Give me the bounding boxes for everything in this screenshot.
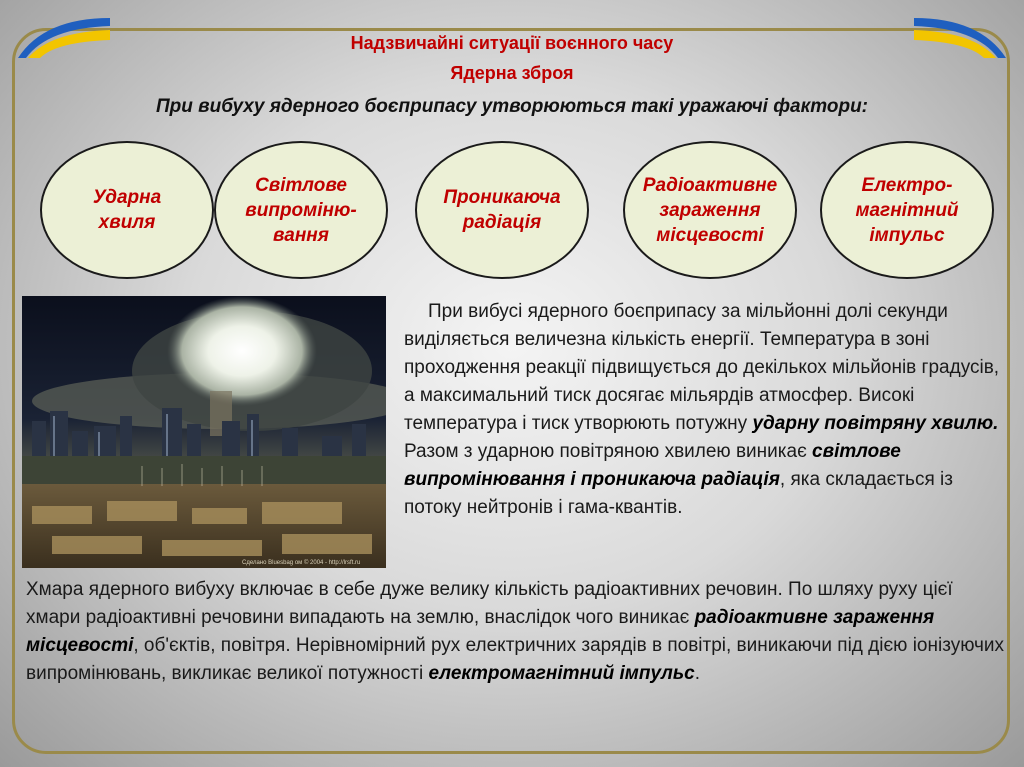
factor-emp: Електро- магнітний імпульс	[820, 141, 994, 279]
factor-radioactive-contamination: Радіоактивне зараження місцевості	[623, 141, 797, 279]
paragraph-contamination	[26, 576, 1006, 688]
paragraph-text: Разом з ударною повітряною хвилею виникає	[404, 441, 813, 462]
paragraph-text: При вибусі ядерного боєприпасу за мільйонні долі секунди виділяється величезна кількість енергії. Температура в зоні проходження реакції підвищується до декількох мільйонів градусів, а максимальний тиск досягає мільярдів атмосфер. Високі температура і тиск утворюють потужну	[404, 301, 1000, 434]
emphasis-emp: електромагнітний імпульс	[428, 663, 695, 684]
emphasis-shock-wave: ударну повітряну хвилю.	[752, 413, 999, 434]
factor-penetrating-radiation: Проникаюча радіація	[415, 141, 589, 279]
slide-topic: Ядерна зброя	[450, 63, 574, 83]
factor-light-radiation: Світлове випроміню- вання	[214, 141, 388, 279]
paragraph-explosion	[404, 298, 1004, 522]
emphasis-light-radiation: світлове випромінювання і проникаюча радіація	[404, 441, 901, 490]
slide-title: Надзвичайні ситуації воєнного часу	[350, 33, 674, 53]
emphasis-contamination: радіоактивне зараження місцевості	[26, 607, 935, 656]
image-caption: Сделано Bluesbag ом © 2004 - http://lrsft.ru	[242, 560, 361, 566]
slide-subtitle: При вибуху ядерного боєприпасу утворюються такі уражаючі фактори:	[155, 96, 869, 117]
paragraph-text: .	[694, 663, 700, 684]
nuclear-explosion-city-image	[22, 296, 386, 568]
factor-shock-wave: Ударна хвиля	[40, 141, 214, 279]
paragraph-text: , об'єктів, повітря. Нерівномірний рух електричних зарядів в повітрі, виникаючи під дією іонізуючих випромінювань, викликає великої потужності	[26, 635, 1005, 684]
paragraph-text: , яка складається із потоку нейтронів і гама-квантів.	[404, 469, 953, 518]
paragraph-text: Хмара ядерного вибуху включає в себе дуже велику кількість радіоактивних речовин. По шляху руху цієї хмари радіоактивні речовини випадають на землю, внаслідок чого виникає	[26, 579, 953, 628]
